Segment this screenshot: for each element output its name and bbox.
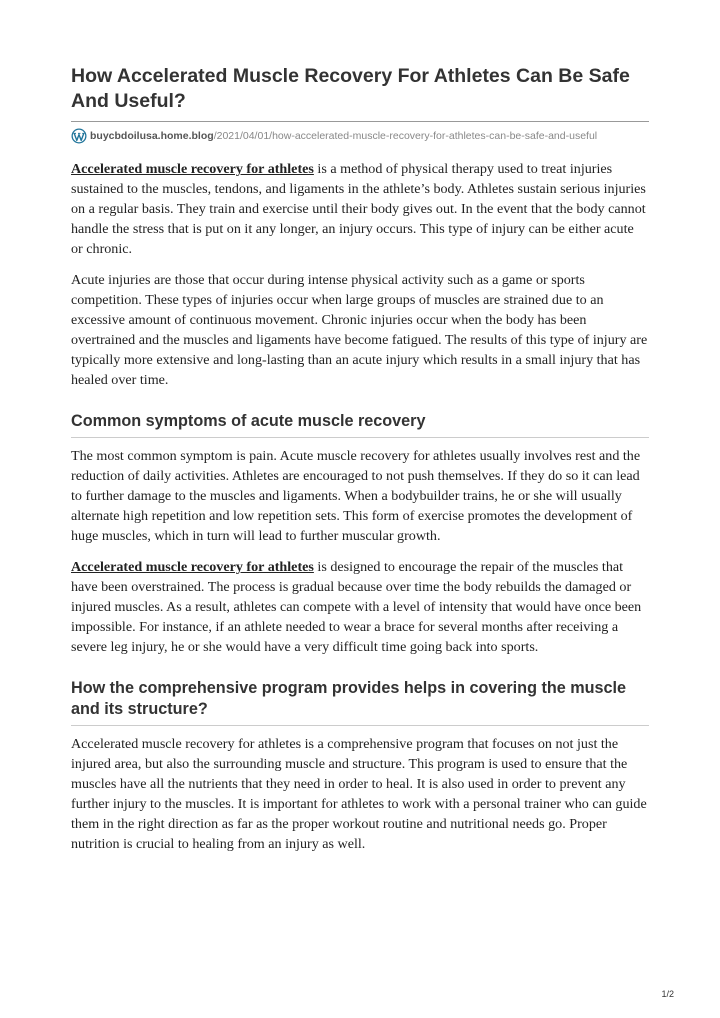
source-path-link[interactable]: /2021/04/01/how-accelerated-muscle-recovery-for-athletes-can-be-safe-and-useful (213, 130, 598, 142)
section-heading-symptoms: Common symptoms of acute muscle recovery (71, 411, 649, 438)
article-body (71, 159, 649, 854)
paragraph-recovery-design (71, 557, 649, 657)
recovery-link[interactable]: Accelerated muscle recovery for athletes (71, 161, 314, 177)
paragraph-intro-text: is a method of physical therapy used to treat injuries sustained to the muscles, tendons, and ligaments in the athlete’s body. Athletes sustain serious injuries on a regular basis. They train and exercise until their body gives out. In the event that the body cannot handle the stress that is put on it any longer, an injury occurs. This type of injury can be either acute or chronic. (71, 161, 646, 257)
paragraph-acute-injuries: Acute injuries are those that occur during intense physical activity such as a game or sports competition. These types of injuries occur when large groups of muscles are strained due to an excessive amount of continuous movement. Chronic injuries occur when the body has been overtrained and the muscles and ligaments have become fatigued. The results of this type of injury are typically more extensive and long-lasting than an acute injury which results in a small injury that has healed over time. (71, 272, 648, 388)
paragraph-program: Accelerated muscle recovery for athletes is a comprehensive program that focuses on not just the injured area, but also the surrounding muscle and structure. This program is used to ensure that the muscles have all the nutrients that they need in order to heal. It is also used in order to prevent any further injury to the muscles. It is important for athletes to work with a personal trainer who can guide them in the right direction as far as the proper workout routine and nutritional needs go. Proper nutrition is crucial to healing from an injury as well. (71, 736, 647, 852)
page-number: 1/2 (661, 989, 674, 999)
paragraph-recovery-design-text: is designed to encourage the repair of the muscles that have been overstrained. The process is gradual because over time the body rebuilds the damaged or injured muscles. As a result, athletes can compete with a level of intensity that would have once been impossible. For instance, if an athlete needed to wear a brace for several months after receiving a severe leg injury, he or she would have a very difficult time going back into sports. (71, 559, 642, 655)
paragraph-symptoms: The most common symptom is pain. Acute muscle recovery for athletes usually involves rest and the reduction of daily activities. Athletes are encouraged to not push themselves. If they do so it can lead to further damage to the muscles and ligaments. When a bodybuilder trains, he or she will usually alternate high repetition and low repetition sets. This form of exercise promotes the development of huge muscles, which in turn will lead to further muscular growth. (71, 448, 641, 544)
recovery-link-2[interactable]: Accelerated muscle recovery for athletes (71, 559, 314, 575)
document-page (71, 64, 649, 865)
paragraph-intro (71, 159, 649, 259)
wordpress-icon (71, 128, 87, 144)
source-line (71, 127, 649, 145)
source-domain-link[interactable]: buycbdoilusa.home.blog (90, 130, 214, 142)
page-title: How Accelerated Muscle Recovery For Athletes Can Be Safe And Useful? (71, 64, 649, 122)
section-heading-program: How the comprehensive program provides helps in covering the muscle and its structure? (71, 678, 649, 726)
